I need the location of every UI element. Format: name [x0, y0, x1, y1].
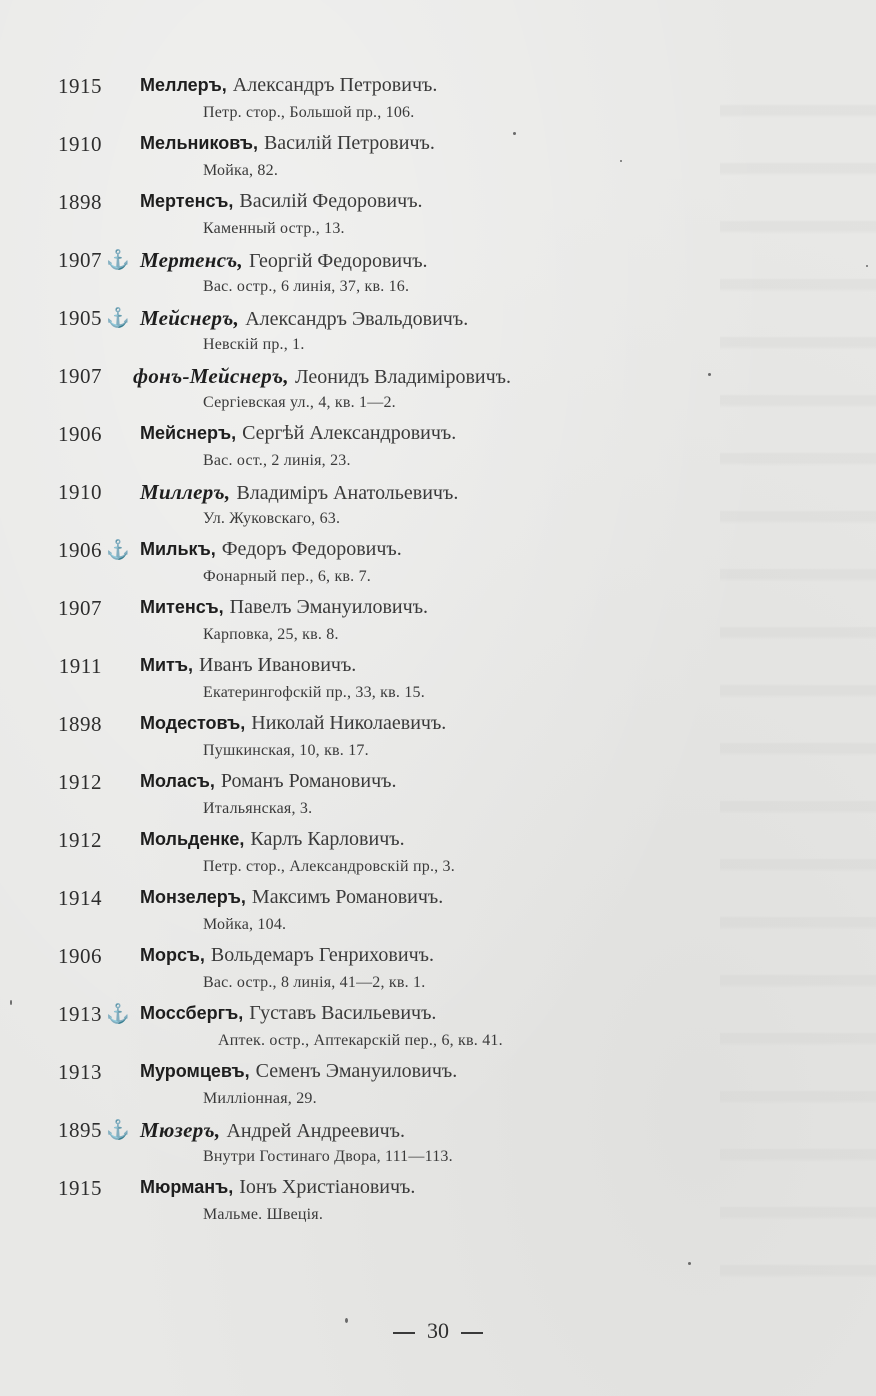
anchor-icon: ⚓ [106, 1004, 130, 1025]
entry-name-line [140, 1118, 405, 1143]
entry-name-line [140, 248, 428, 273]
entry-surname: Мюрманъ, [140, 1177, 234, 1197]
entry-given-name: Александръ Петровичъ. [232, 74, 438, 96]
entry-year: 1898 [58, 712, 102, 736]
entry-name-line [140, 538, 402, 561]
anchor-icon: ⚓ [106, 1120, 130, 1141]
directory-entry [0, 1172, 876, 1230]
directory-entry [0, 650, 876, 708]
entry-given-name: Александръ Эвальдовичъ. [245, 308, 469, 330]
anchor-icon: ⚓ [106, 540, 130, 561]
entry-year: 1905 [58, 306, 102, 330]
entry-name-line [140, 828, 405, 851]
dash-right [461, 1332, 483, 1334]
directory-entry [0, 708, 876, 766]
entry-year: 1914 [58, 886, 102, 910]
entry-name-line [140, 712, 446, 735]
entry-address: Каменный остр., 13. [203, 220, 345, 237]
entry-given-name: Иванъ Ивановичъ. [199, 654, 357, 676]
entry-surname: Мертенсъ, [140, 191, 234, 211]
entry-surname: Мельниковъ, [140, 133, 258, 153]
anchor-icon: ⚓ [106, 250, 130, 271]
entry-name-line [140, 1002, 436, 1025]
directory-entry [0, 766, 876, 824]
entry-address: Аптек. остр., Аптекарскій пер., 6, кв. 41. [218, 1032, 503, 1049]
entry-address: Карповка, 25, кв. 8. [203, 626, 339, 643]
entry-surname: Мертенсъ, [140, 248, 244, 272]
entry-year: 1910 [58, 132, 102, 156]
entry-given-name: Федоръ Федоровичъ. [221, 538, 402, 560]
entry-given-name: Іонъ Христіановичъ. [239, 1176, 416, 1198]
directory-entry [0, 592, 876, 650]
entry-name-line [140, 770, 396, 793]
directory-entry [0, 534, 876, 592]
entry-address: Итальянская, 3. [203, 800, 313, 817]
entry-surname: Милькъ, [140, 539, 216, 559]
entry-address: Ул. Жуковскаго, 63. [203, 510, 341, 527]
entry-name-line [140, 886, 443, 909]
directory-entry [0, 244, 876, 302]
entry-surname: Муромцевъ, [140, 1061, 250, 1081]
entry-surname: Миллеръ, [140, 480, 231, 504]
entry-year: 1912 [58, 770, 102, 794]
entry-surname: Моссбергъ, [140, 1003, 244, 1023]
entry-address: Невскій пр., 1. [203, 336, 305, 353]
entry-given-name: Андрей Андреевичъ. [226, 1120, 405, 1142]
entry-surname: Моласъ, [140, 771, 215, 791]
directory-entry [0, 882, 876, 940]
entry-given-name: Василій Федоровичъ. [239, 190, 423, 212]
entry-given-name: Романъ Романовичъ. [220, 770, 397, 792]
entry-surname: Мейснеръ, [140, 306, 240, 330]
entry-name-line [140, 422, 456, 445]
entry-surname: Митъ, [140, 655, 193, 675]
directory-entry [0, 476, 876, 534]
directory-entries [0, 70, 876, 1230]
entry-year: 1907 [58, 596, 102, 620]
entry-given-name: Леонидъ Владиміровичъ. [294, 366, 512, 388]
speck [688, 1262, 691, 1265]
entry-name-line [140, 1176, 415, 1199]
entry-given-name: Василій Петровичъ. [263, 132, 435, 154]
entry-year: 1906 [58, 944, 102, 968]
directory-entry [0, 418, 876, 476]
entry-year: 1913 [58, 1002, 102, 1026]
entry-address: Фонарный пер., 6, кв. 7. [203, 568, 371, 585]
entry-address: Петр. стор., Александровскій пр., 3. [203, 858, 455, 875]
directory-entry [0, 998, 876, 1056]
entry-name-line [140, 190, 423, 213]
directory-entry [0, 940, 876, 998]
entry-year: 1907 [58, 364, 102, 388]
entry-address: Мойка, 104. [203, 916, 287, 933]
entry-name-line [140, 1060, 457, 1083]
entry-address: Мойка, 82. [203, 162, 279, 179]
directory-entry [0, 1056, 876, 1114]
entry-given-name: Сергѣй Александровичъ. [242, 422, 457, 444]
page-number: 30 [427, 1318, 449, 1343]
entry-year: 1907 [58, 248, 102, 272]
entry-year: 1895 [58, 1118, 102, 1142]
entry-given-name: Семенъ Эмануиловичъ. [255, 1060, 458, 1082]
directory-entry [0, 128, 876, 186]
entry-surname: Митенсъ, [140, 597, 224, 617]
entry-name-line [140, 654, 356, 677]
entry-address: Сергіевская ул., 4, кв. 1—2. [203, 394, 396, 411]
entry-surname: Монзелеръ, [140, 887, 246, 907]
entry-year: 1915 [58, 1176, 102, 1200]
entry-year: 1906 [58, 538, 102, 562]
directory-entry [0, 1114, 876, 1172]
entry-address: Екатерингофскій пр., 33, кв. 15. [203, 684, 425, 701]
entry-given-name: Павелъ Эмануиловичъ. [229, 596, 429, 618]
entry-address: Петр. стор., Большой пр., 106. [203, 104, 415, 121]
entry-year: 1913 [58, 1060, 102, 1084]
entry-year: 1915 [58, 74, 102, 98]
dash-left [393, 1332, 415, 1334]
entry-address: Пушкинская, 10, кв. 17. [203, 742, 369, 759]
directory-entry [0, 186, 876, 244]
directory-entry [0, 360, 876, 418]
entry-given-name: Вольдемаръ Генриховичъ. [210, 944, 434, 966]
entry-name-line [140, 480, 458, 505]
entry-address: Вас. ост., 2 линія, 23. [203, 452, 351, 469]
entry-year: 1912 [58, 828, 102, 852]
entry-name-line [140, 132, 435, 155]
entry-year: 1898 [58, 190, 102, 214]
directory-entry [0, 302, 876, 360]
page-number-footer [0, 1318, 876, 1344]
entry-name-line [140, 944, 434, 967]
entry-surname: Мольденке, [140, 829, 245, 849]
entry-given-name: Георгій Федоровичъ. [249, 250, 428, 272]
entry-name-line [133, 364, 511, 389]
entry-surname: фонъ-Мейснеръ, [133, 364, 289, 388]
anchor-icon: ⚓ [106, 308, 130, 329]
entry-given-name: Густавъ Васильевичъ. [249, 1002, 437, 1024]
entry-year: 1911 [58, 654, 102, 678]
entry-year: 1910 [58, 480, 102, 504]
entry-given-name: Владиміръ Анатольевичъ. [236, 482, 459, 504]
entry-surname: Меллеръ, [140, 75, 227, 95]
entry-surname: Морсъ, [140, 945, 205, 965]
entry-surname: Мейснеръ, [140, 423, 237, 443]
entry-given-name: Карлъ Карловичъ. [250, 828, 405, 850]
entry-address: Внутри Гостинаго Двора, 111—113. [203, 1148, 453, 1165]
entry-surname: Модестовъ, [140, 713, 246, 733]
entry-year: 1906 [58, 422, 102, 446]
entry-given-name: Николай Николаевичъ. [251, 712, 447, 734]
entry-name-line [140, 74, 437, 97]
entry-address: Милліонная, 29. [203, 1090, 317, 1107]
entry-address: Вас. остр., 8 линія, 41—2, кв. 1. [203, 974, 426, 991]
directory-entry [0, 70, 876, 128]
entry-name-line [140, 306, 468, 331]
entry-address: Мальме. Швеція. [203, 1206, 324, 1223]
entry-surname: Мюзеръ, [140, 1118, 221, 1142]
entry-address: Вас. остр., 6 линія, 37, кв. 16. [203, 278, 410, 295]
entry-name-line [140, 596, 428, 619]
entry-given-name: Максимъ Романовичъ. [251, 886, 444, 908]
directory-entry [0, 824, 876, 882]
